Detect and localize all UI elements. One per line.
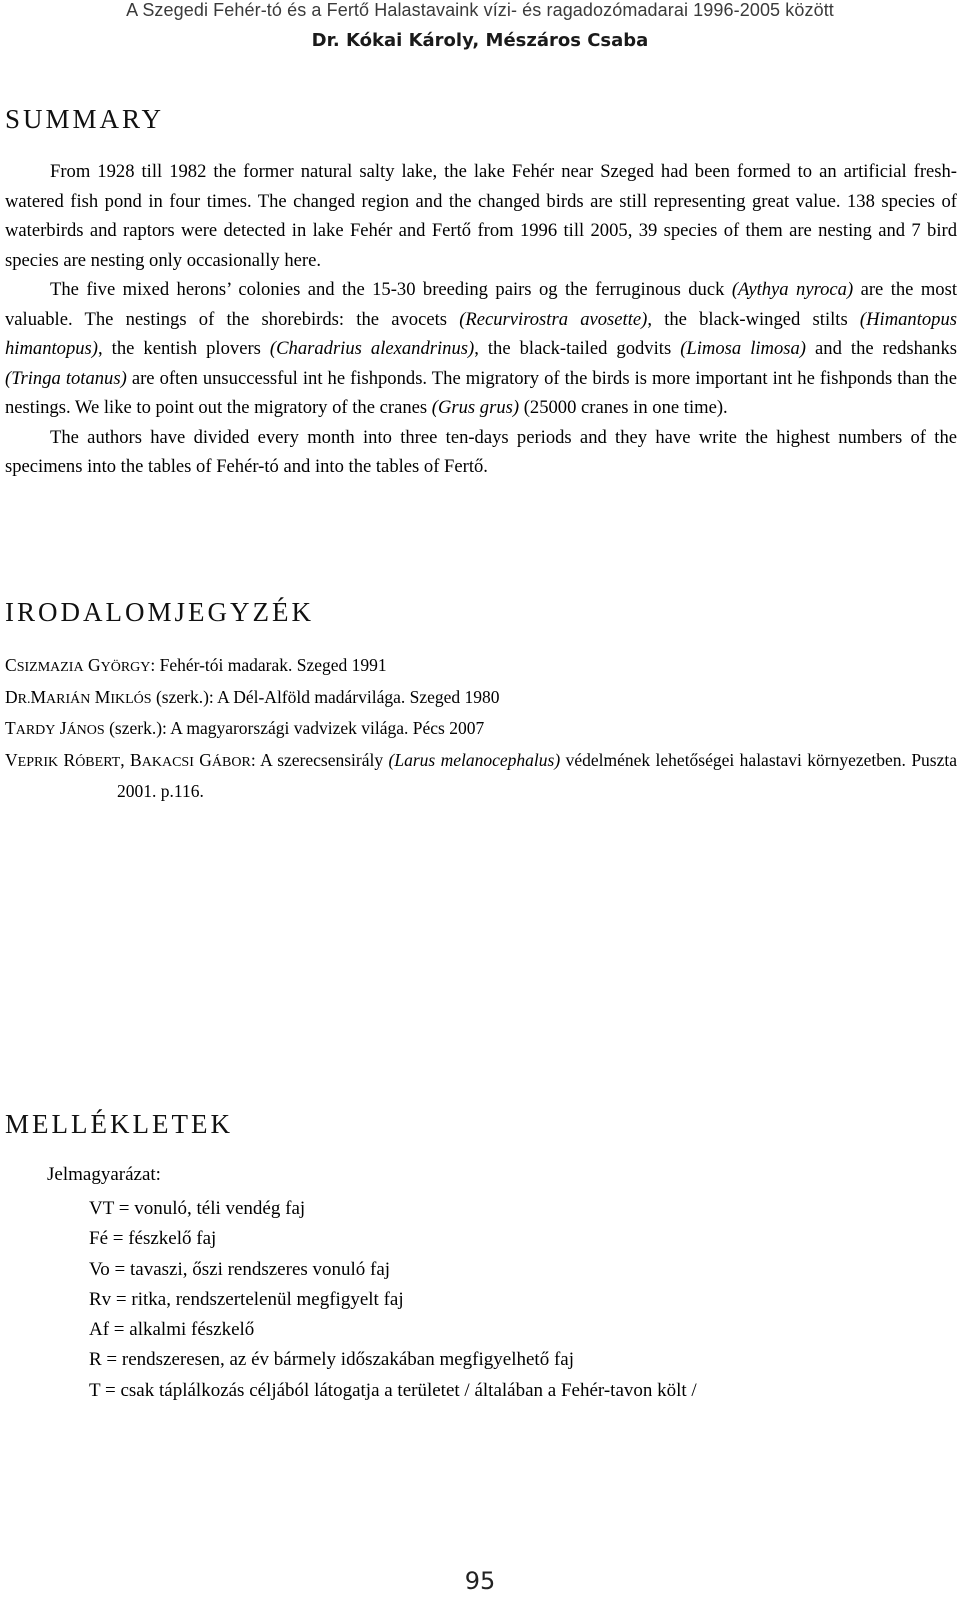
author-initial: M bbox=[90, 686, 111, 707]
summary-paragraph-2 bbox=[5, 275, 957, 423]
running-header-authors: Dr. Kókai Károly, Mészáros Csaba bbox=[311, 30, 649, 51]
author-smallcaps: ÁNOS bbox=[66, 723, 105, 738]
legend-item: T = csak táplálkozás céljából látogatja a területet / általában a Fehér-tavon költ / bbox=[89, 1379, 697, 1401]
author-smallcaps: R. bbox=[17, 691, 31, 707]
p2-text: and the redshanks bbox=[806, 338, 958, 359]
author-smallcaps: ARIÁN bbox=[46, 691, 91, 707]
legend-title: Jelmagyarázat: bbox=[47, 1164, 161, 1185]
author-initial: B bbox=[130, 749, 142, 770]
legend-item: VT = vonuló, téli vendég faj bbox=[89, 1198, 306, 1219]
author-initial: D bbox=[5, 686, 18, 707]
summary-paragraph-1: From 1928 till 1982 the former natural salty lake, the lake Fehér near Szeged had been formed to an artificial fresh-watered fish pond in four times. The changed region and the changed birds are still representing great value. 138 species of waterbirds and raptors were detected in lake Fehér and Fertő from 1996 till 2005, 39 species of them are nesting and 7 bird species are nesting only occasionally here. bbox=[5, 161, 957, 271]
appendix-heading: MELLÉKLETEK bbox=[5, 1109, 233, 1139]
author-separator: , bbox=[120, 749, 131, 770]
author-smallcaps: ÁBOR bbox=[211, 754, 251, 770]
species-name: (Limosa limosa) bbox=[680, 338, 806, 359]
summary-body bbox=[5, 157, 957, 482]
page-number: 95 bbox=[464, 1567, 496, 1595]
author-smallcaps: ARDY bbox=[15, 723, 56, 738]
author-smallcaps: YÖRGY bbox=[100, 660, 151, 675]
summary-paragraph-3: The authors have divided every month into three ten-days periods and they have write the highest numbers of the specimens into the tables of Fehér-tó and into the tables of Fertő. bbox=[5, 426, 957, 477]
author-initial: J bbox=[55, 718, 67, 738]
legend-item: R = rendszeresen, az év bármely időszakában megfigyelhető faj bbox=[89, 1349, 574, 1371]
author-smallcaps: EPRIK bbox=[17, 754, 59, 770]
species-name: (Himantopus himantopus) bbox=[5, 308, 958, 359]
species-name: (Tringa totanus) bbox=[5, 367, 127, 389]
reference-item bbox=[5, 651, 957, 683]
legend-item: Fé = fészkelő faj bbox=[89, 1228, 217, 1250]
author-smallcaps: SIZMAZIA bbox=[16, 660, 84, 675]
reference-list bbox=[5, 651, 957, 806]
author-smallcaps: AKACSI bbox=[141, 754, 194, 770]
author-initial: R bbox=[58, 749, 76, 770]
running-header-title: A Szegedi Fehér-tó és a Fertő Halastavaink vízi- és ragadozómadarai 1996-2005 között bbox=[126, 0, 834, 20]
author-initial: V bbox=[5, 749, 18, 770]
species-name: (Grus grus) bbox=[431, 397, 520, 418]
reference-item bbox=[5, 714, 957, 746]
species-name: (Aythya nyroca) bbox=[731, 279, 854, 300]
p2-text: , the black-winged stilts bbox=[647, 308, 860, 330]
legend-item: Rv = ritka, rendszertelenül megfigyelt faj bbox=[89, 1288, 404, 1310]
author-initial: T bbox=[5, 718, 16, 738]
p2-text: are often unsuccessful int he fishponds. The migratory of the birds is more important int he fishponds than the nestings. We like to point out the migratory of the cranes bbox=[5, 367, 957, 418]
reference-text: (szerk.): A Dél-Alföld madárvilága. Szeged 1980 bbox=[151, 686, 500, 707]
species-name: (Larus melanocephalus) bbox=[388, 749, 561, 770]
p2-text: are the most valuable. The nestings of the shorebirds: the avocets bbox=[5, 279, 957, 330]
reference-item bbox=[5, 746, 957, 806]
author-initial: G bbox=[193, 749, 212, 770]
author-initial: M bbox=[30, 686, 47, 707]
p2-text: , the kentish plovers bbox=[97, 338, 270, 359]
author-initial: G bbox=[83, 655, 101, 675]
author-smallcaps: ÓBERT bbox=[75, 754, 121, 770]
legend-list bbox=[89, 1194, 697, 1406]
reference-item bbox=[5, 683, 957, 715]
author-smallcaps: IKLÓS bbox=[110, 691, 152, 707]
author-initial: C bbox=[5, 655, 17, 675]
summary-heading: SUMMARY bbox=[5, 104, 165, 134]
reference-text: : Fehér-tói madarak. Szeged 1991 bbox=[150, 655, 387, 675]
legend-item: Af = alkalmi fészkelő bbox=[89, 1319, 255, 1341]
species-name: (Charadrius alexandrinus) bbox=[269, 338, 475, 359]
reference-text: védelmének lehetőségei halastavi környezetben. Puszta 2001. p.116. bbox=[117, 749, 958, 801]
species-name: (Recurvirostra avosette) bbox=[459, 308, 648, 330]
reference-text: (szerk.): A magyarországi vadvizek világa. Pécs 2007 bbox=[104, 718, 485, 738]
legend-item: Vo = tavaszi, őszi rendszeres vonuló faj bbox=[89, 1258, 391, 1280]
references-heading: IRODALOMJEGYZÉK bbox=[5, 597, 314, 627]
p2-text: The five mixed herons’ colonies and the 15-30 breeding pairs og the ferruginous duck bbox=[50, 279, 732, 300]
reference-text: : A szerecsensirály bbox=[250, 749, 389, 770]
p2-text: (25000 cranes in one time). bbox=[519, 397, 728, 418]
p2-text: , the black-tailed godvits bbox=[474, 338, 681, 359]
